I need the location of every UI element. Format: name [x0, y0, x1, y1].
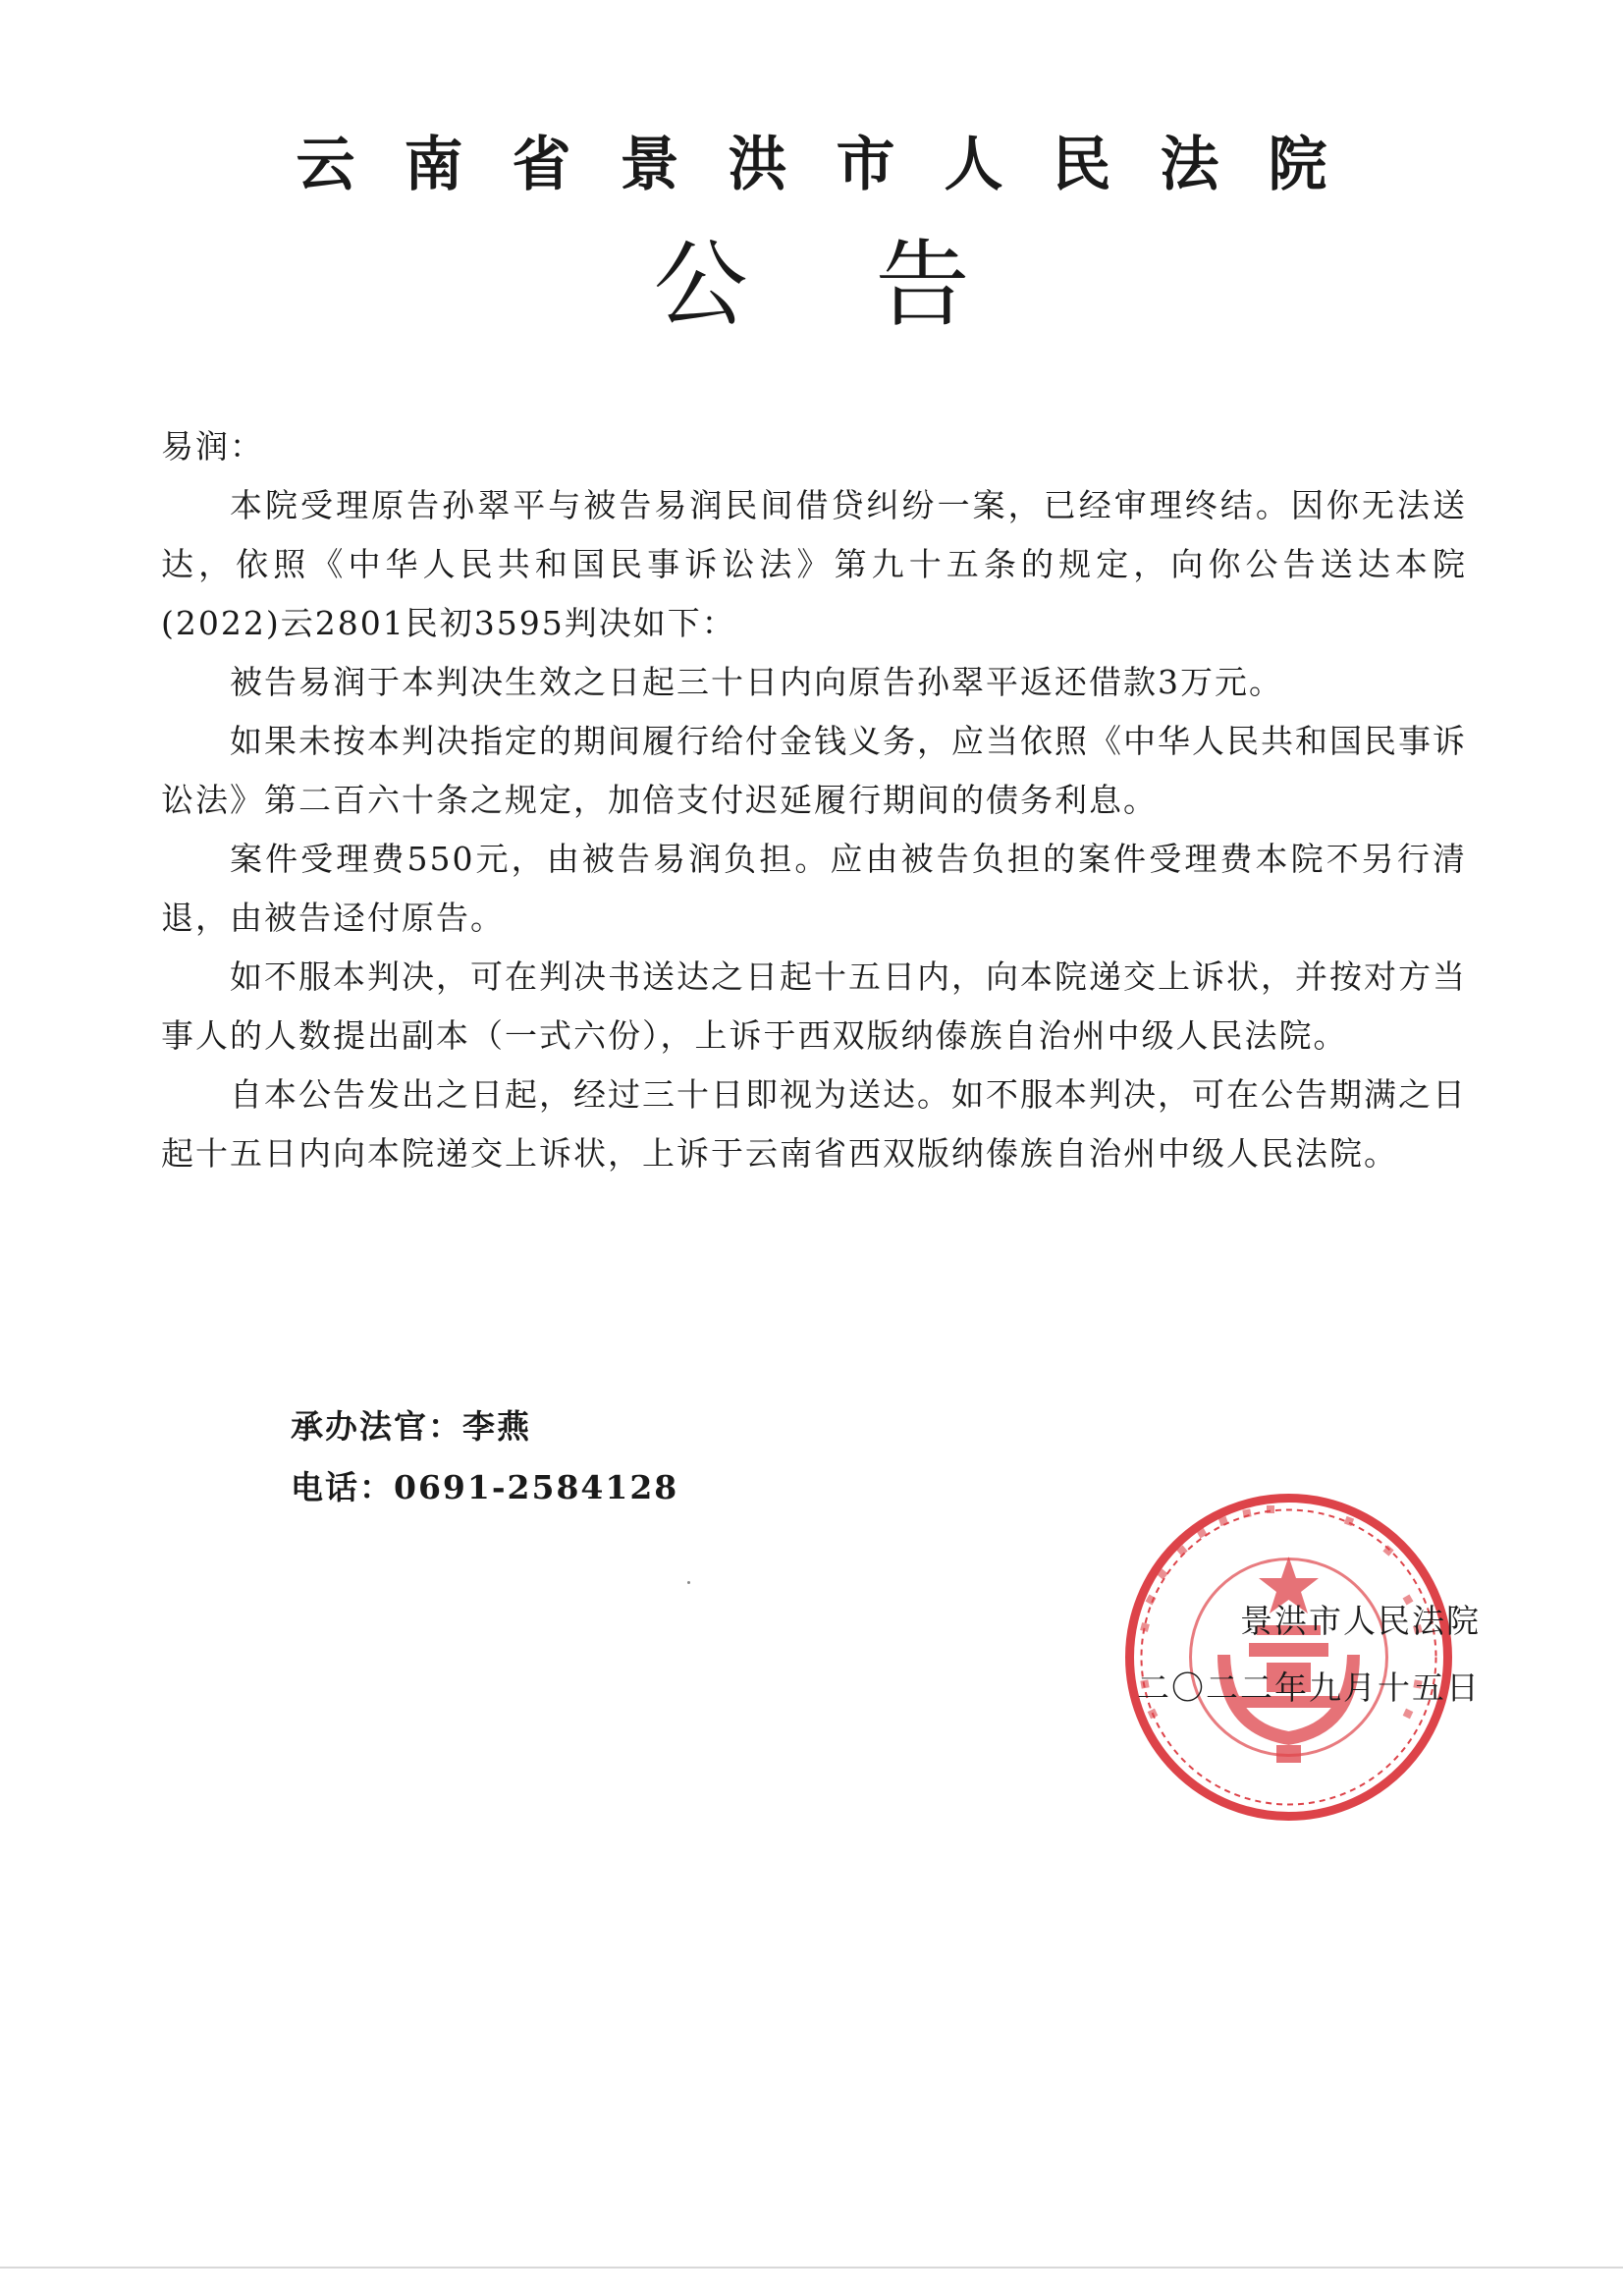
paragraph-service-period: 自本公告发出之日起，经过三十日即视为送达。如不服本判决，可在公告期满之日起十五日内向本院递交上诉状，上诉于云南省西双版纳傣族自治州中级人民法院。: [161, 1075, 1467, 1173]
document-title: 公告: [653, 230, 1098, 340]
signature-date: 二〇二二年九月十五日: [1137, 1668, 1481, 1707]
signature-block: [1137, 1588, 1481, 1722]
paragraph-delay-interest: 如果未按本判决指定的期间履行给付金钱义务，应当依照《中华人民共和国民事诉讼法》第二百六十条之规定，加倍支付迟延履行期间的债务利息。: [161, 722, 1467, 819]
paragraph-case-fee: 案件受理费550元，由被告易润负担。应由被告负担的案件受理费本院不另行清退，由被告迳付原告。: [161, 840, 1467, 937]
paragraph-appeal: 如不服本判决，可在判决书送达之日起十五日内，向本院递交上诉状，并按对方当事人的人数提出副本（一式六份），上诉于西双版纳傣族自治州中级人民法院。: [161, 957, 1467, 1055]
notice-body: [161, 417, 1467, 1183]
paragraph-case-summary: 本院受理原告孙翠平与被告易润民间借贷纠纷一案，已经审理终结。因你无法送达，依照《中华人民共和国民事诉讼法》第九十五条的规定，向你公告送达本院(2022)云2801民初3595判决如下：: [161, 486, 1467, 642]
court-name-heading: 云南省景洪市人民法院: [296, 131, 1377, 199]
scan-speck: [687, 1581, 690, 1584]
phone-line: 电话：0691-2584128: [291, 1468, 679, 1506]
paragraph-judgment: 被告易润于本判决生效之日起三十日内向原告孙翠平返还借款3万元。: [230, 663, 1283, 701]
signature-court: 景洪市人民法院: [1240, 1602, 1481, 1640]
contact-block: [291, 1396, 678, 1518]
judge-line: 承办法官：李燕: [291, 1407, 531, 1446]
addressee: 易润：: [161, 427, 264, 465]
scan-edge-line: [0, 2267, 1623, 2269]
